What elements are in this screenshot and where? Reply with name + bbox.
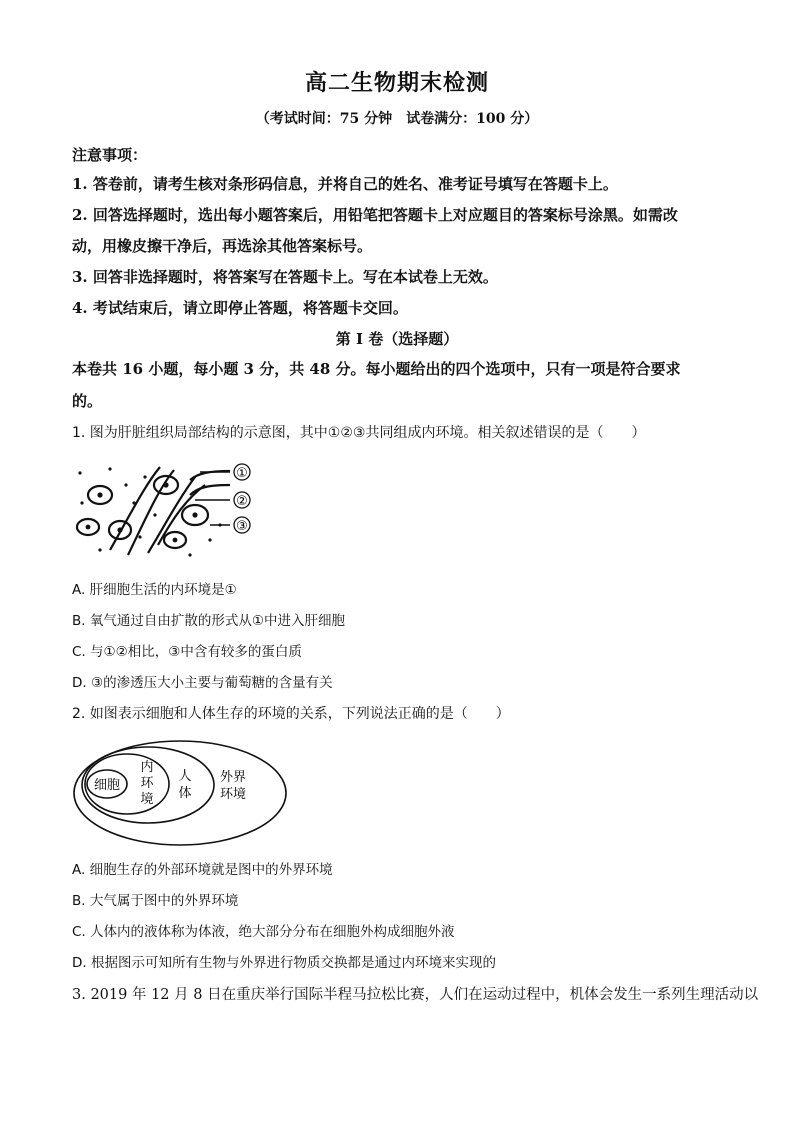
figure-label-2: ② xyxy=(236,494,248,509)
label-outer-env-2: 环境 xyxy=(219,787,247,802)
label-inner-env-3: 境 xyxy=(140,792,154,807)
label-outer-env-1: 外界 xyxy=(219,770,247,785)
question-3-stem: 3. 2019 年 12 月 8 日在重庆举行国际半程马拉松比赛，人们在运动过程中，机体会发生一系列生理活动以 xyxy=(72,987,759,1003)
question-1-stem: 1. 图为肝脏组织局部结构的示意图，其中①②③共同组成内环境。相关叙述错误的是（ ） xyxy=(72,425,646,441)
notice-item-2-cont: 动，用橡皮擦干净后，再选涂其他答案标号。 xyxy=(72,237,373,255)
question-1-option-a: A. 肝细胞生活的内环境是① xyxy=(72,582,237,598)
exam-time-info: （考试时间：75 分钟 试卷满分：100 分） xyxy=(255,111,539,127)
notice-item-1: 1. 答卷前，请考生核对条形码信息，并将自己的姓名、准考证号填写在答题卡上。 xyxy=(72,175,618,193)
question-1-option-b: B. 氧气通过自由扩散的形式从①中进入肝细胞 xyxy=(72,613,345,629)
question-2-option-c: C. 人体内的液体称为体液，绝大部分分布在细胞外构成细胞外液 xyxy=(72,924,455,940)
liver-tissue-figure xyxy=(70,455,270,560)
label-inner-env-1: 内 xyxy=(140,760,154,775)
notice-heading: 注意事项： xyxy=(72,146,148,164)
section-title: 第 I 卷（选择题） xyxy=(335,330,459,348)
notice-item-3: 3. 回答非选择题时，将答案写在答题卡上。写在本试卷上无效。 xyxy=(72,268,498,286)
question-2-stem: 2. 如图表示细胞和人体生存的环境的关系，下列说法正确的是（ ） xyxy=(72,706,510,722)
label-inner-env-2: 环 xyxy=(140,776,154,791)
question-1-option-d: D. ③的渗透压大小主要与葡萄糖的含量有关 xyxy=(72,675,333,691)
page-title: 高二生物期末检测 xyxy=(304,70,489,96)
notice-item-4: 4. 考试结束后，请立即停止答题，将答题卡交回。 xyxy=(72,299,408,317)
question-1-option-c: C. 与①②相比，③中含有较多的蛋白质 xyxy=(72,644,302,660)
section-intro-2: 的。 xyxy=(72,392,103,410)
figure-label-1: ① xyxy=(236,466,248,481)
notice-item-2: 2. 回答选择题时，选出每小题答案后，用铅笔把答题卡上对应题目的答案标号涂黑。如需改 xyxy=(72,206,678,224)
section-intro-1: 本卷共 16 小题，每小题 3 分，共 48 分。每小题给出的四个选项中，只有一项是符合要求 xyxy=(72,360,681,378)
figure-label-3: ③ xyxy=(236,519,248,534)
question-2-option-d: D. 根据图示可知所有生物与外界进行物质交换都是通过内环境来实现的 xyxy=(72,955,496,971)
environment-diagram xyxy=(70,738,290,848)
label-cell: 细胞 xyxy=(93,778,121,793)
question-2-option-b: B. 大气属于图中的外界环境 xyxy=(72,893,239,909)
label-body-2: 体 xyxy=(178,786,192,801)
label-body-1: 人 xyxy=(178,769,192,784)
question-2-option-a: A. 细胞生存的外部环境就是图中的外界环境 xyxy=(72,862,333,878)
